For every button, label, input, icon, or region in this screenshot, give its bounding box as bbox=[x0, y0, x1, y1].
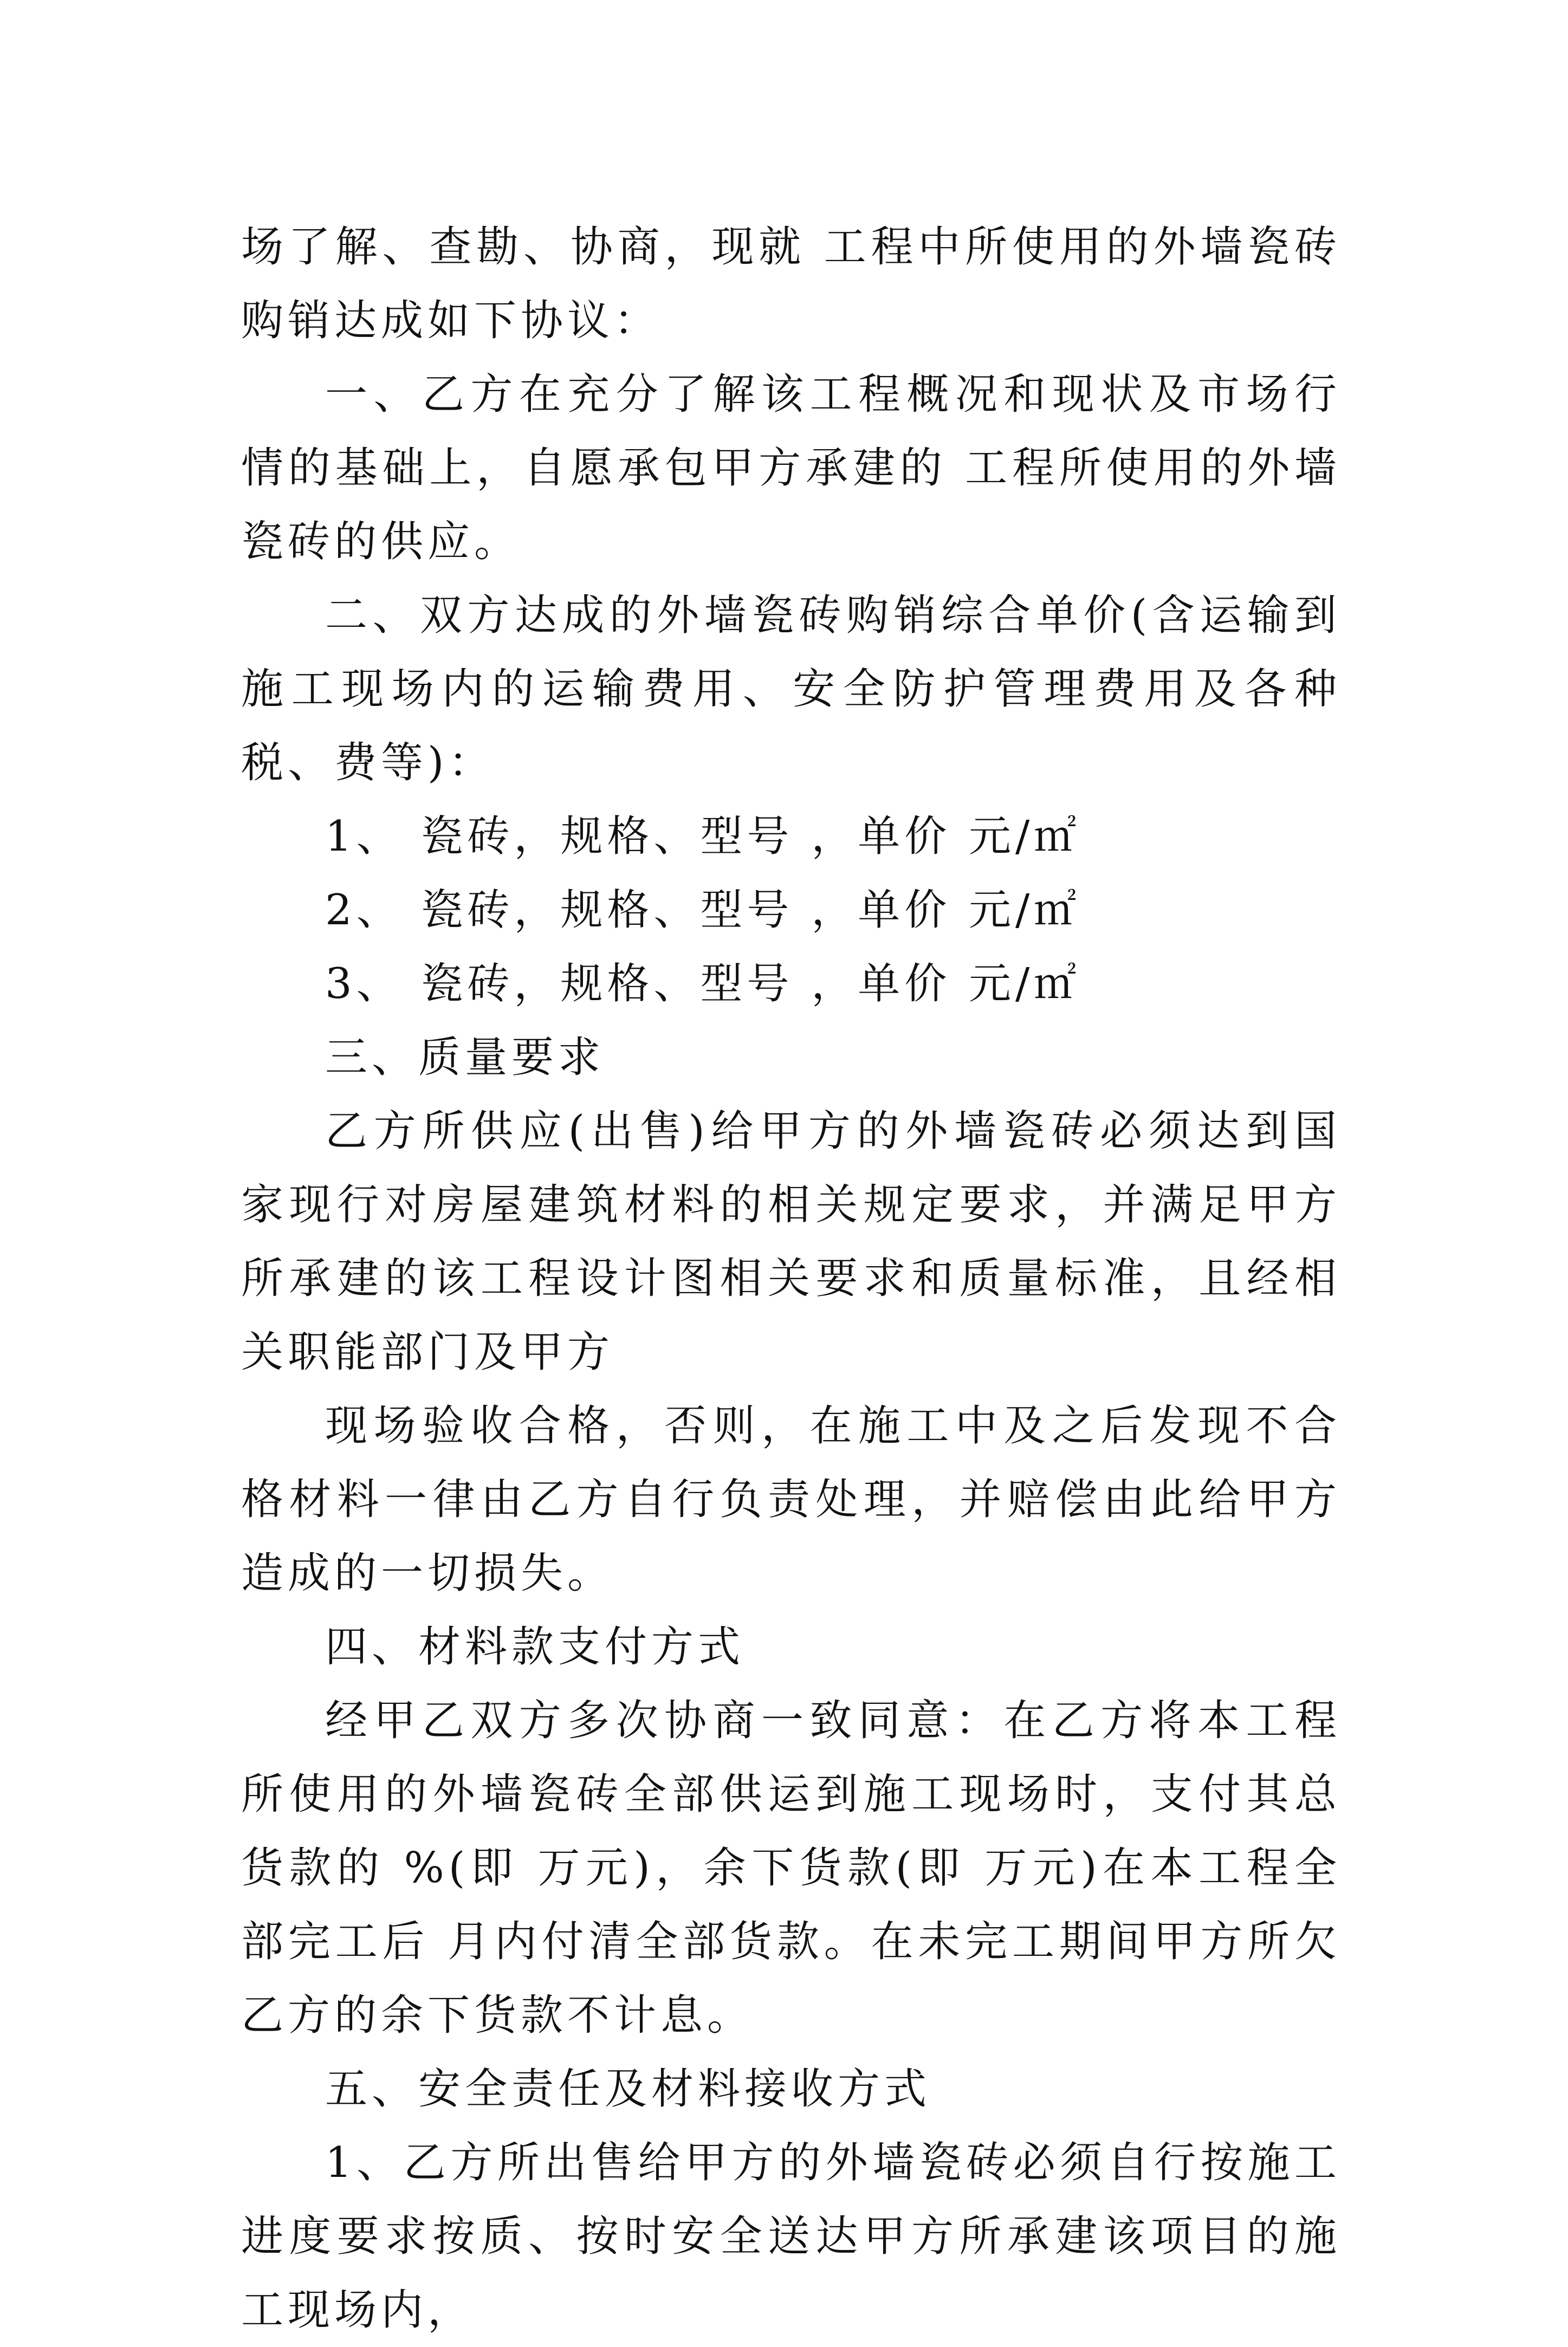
paragraph-clause-1: 一、乙方在充分了解该工程概况和现状及市场行情的基础上，自愿承包甲方承建的 工程所使用的外墙瓷砖的供应。 bbox=[241, 370, 1341, 566]
document-body bbox=[241, 210, 1341, 2347]
paragraph-clause-2: 二、双方达成的外墙瓷砖购销综合单价(含运输到施工现场内的运输费用、安全防护管理费用及各种税、费等)： bbox=[241, 591, 1341, 787]
price-item-1: 1、 瓷砖，规格、型号 ，单价 元/㎡ bbox=[325, 812, 1081, 861]
section-heading-payment: 四、材料款支付方式 bbox=[325, 1623, 745, 1671]
paragraph-quality-1: 乙方所供应(出售)给甲方的外墙瓷砖必须达到国家现行对房屋建筑材料的相关规定要求，并满足甲方所承建的该工程设计图相关要求和质量标准，且经相关职能部门及甲方 bbox=[241, 1107, 1341, 1377]
paragraph-intro: 场了解、查勘、协商，现就 工程中所使用的外墙瓷砖购销达成如下协议： bbox=[241, 223, 1341, 345]
paragraph-quality-2: 现场验收合格，否则，在施工中及之后发现不合格材料一律由乙方自行负责处理，并赔偿由此给甲方造成的一切损失。 bbox=[241, 1402, 1341, 1598]
price-item-2: 2、 瓷砖，规格、型号 ，单价 元/㎡ bbox=[325, 886, 1081, 935]
paragraph-safety-1: 1、乙方所出售给甲方的外墙瓷砖必须自行按施工进度要求按质、按时安全送达甲方所承建该项目的施工现场内， bbox=[241, 2138, 1341, 2335]
paragraph-payment: 经甲乙双方多次协商一致同意：在乙方将本工程所使用的外墙瓷砖全部供运到施工现场时，支付其总货款的 %(即 万元)，余下货款(即 万元)在本工程全部完工后 月内付清全部货款。在未完工期间甲方所欠乙方的余下货款不计息。 bbox=[241, 1696, 1341, 2040]
price-item-3: 3、 瓷砖，规格、型号 ，单价 元/㎡ bbox=[325, 959, 1081, 1008]
section-heading-quality: 三、质量要求 bbox=[325, 1033, 605, 1082]
section-heading-safety: 五、安全责任及材料接收方式 bbox=[325, 2065, 931, 2113]
